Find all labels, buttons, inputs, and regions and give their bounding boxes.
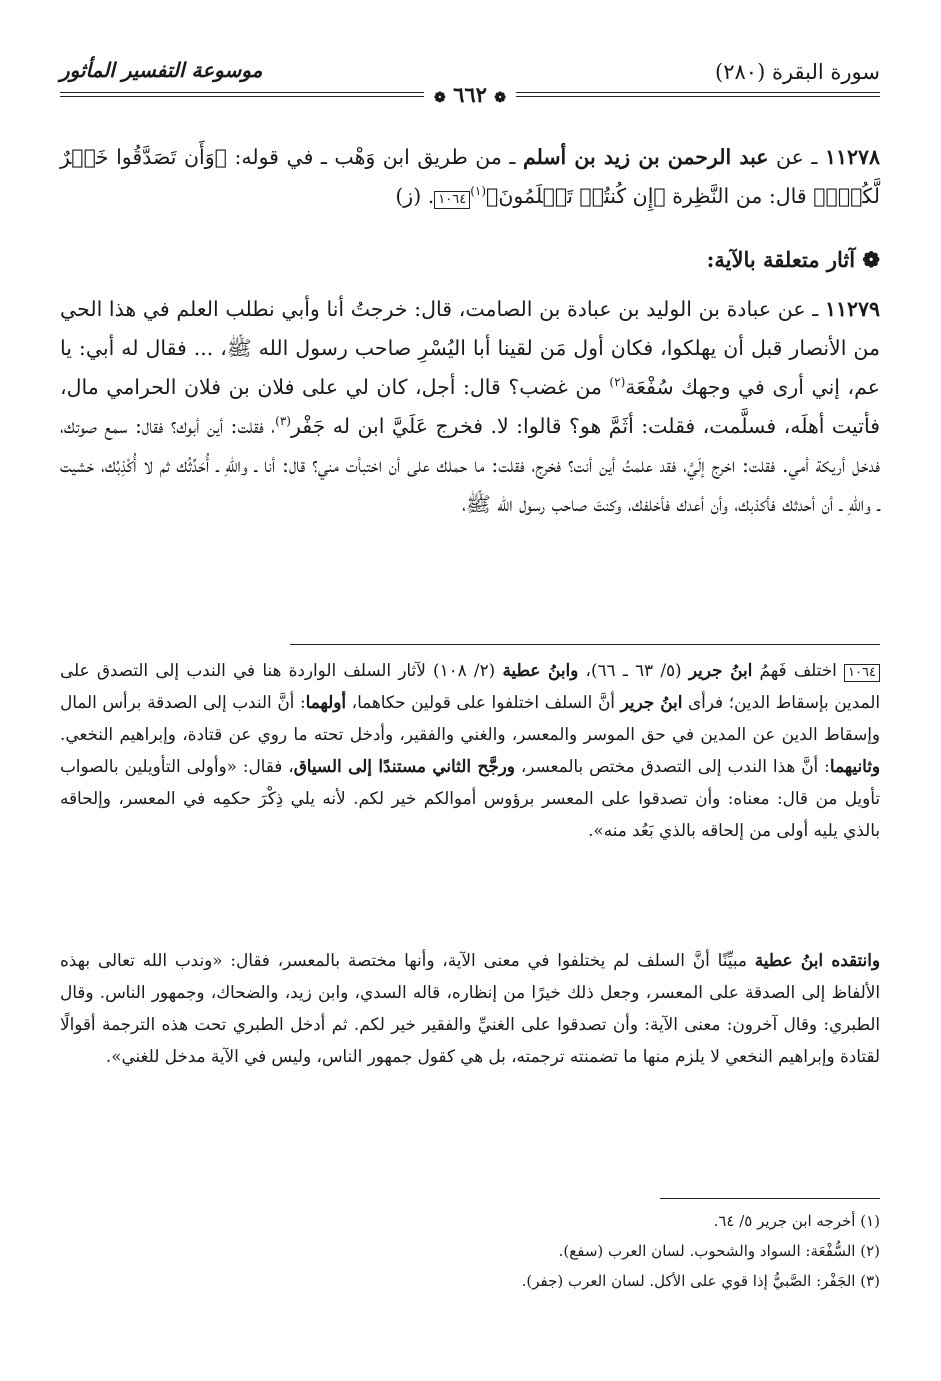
keyword: وانتقده ابنُ عطية bbox=[754, 950, 880, 970]
keyword: أولهما bbox=[305, 692, 347, 712]
athar-text: من غضب؟ قال: أجل، كان لي على فلان بن فلان الحرامي مال، فأتيت أهلَه، فسلَّمت، فقلت: أثَمَّ هو؟ قالوا: لا. فخرج عَلَيَّ ابن له جَفْر bbox=[60, 375, 880, 438]
ornament-icon: ❁ bbox=[494, 90, 506, 106]
commentary-text: أنَّ السلف اختلفوا على قولين حكاهما، bbox=[346, 692, 621, 712]
keyword: ورجَّح الثاني مستندًا إلى السياق bbox=[293, 756, 515, 776]
footnote-ref: (١) bbox=[470, 184, 487, 199]
commentary-critique bbox=[60, 944, 880, 1072]
running-header bbox=[60, 58, 880, 107]
scholar-name: ابنُ جرير bbox=[688, 660, 753, 680]
keyword: وثانيهما bbox=[829, 756, 880, 776]
commentary-text: اختلف فَهمُ bbox=[752, 660, 845, 680]
athar-number: ١١٢٧٨ bbox=[824, 145, 880, 169]
section-heading: ❁ آثار متعلقة بالآية: bbox=[706, 247, 880, 272]
commentary-text: مبيِّنًا أنَّ السلف لم يختلفوا في معنى الآية، وأنها مختصة بالمعسر، فقال: «وندب الله تعالى بهذه الألفاظ إلى الصدقة على المعسر، وجعل ذلك خيرًا من إنظاره، قاله السدي، وابن زيد، والضحاك، وجمهور الناس. وقال الطبري: وقال آخرون: معنى الآية: وأن تصدقوا على الغنيِّ والفقير خير لكم. ثم أدخل الطبري تحت هذه الترجمة أقوالًا لقتادة وإبراهيم النخعي لا يلزم منها ما تضمنته ترجمته، بل هي كقول جمهور الناس، وليس في الآية مدخل للغني». bbox=[60, 950, 880, 1066]
athar-11278 bbox=[60, 138, 880, 216]
book-title: موسوعة التفسير المأثور bbox=[60, 58, 263, 82]
page-number bbox=[424, 82, 516, 107]
commentary-1064 bbox=[60, 654, 880, 846]
commentary-ref-box: ١٠٦٤ bbox=[434, 191, 470, 209]
footnote-1: (١) أخرجه ابن جرير ٥/ ٦٤. bbox=[713, 1212, 880, 1230]
commentary-separator bbox=[290, 644, 880, 645]
footnote-ref: (٢) bbox=[609, 375, 626, 390]
commentary-text: : أنَّ الندب إلى الصدقة برأس المال وإسقاط الدين عن المدين في حق الموسر والمعسر، والغني والفقير، وأدخل تحته ما روي عن قتادة، وإبراهيم النخعي. bbox=[60, 692, 880, 744]
commentary-text: (٢/ ١٠٨) لآثار السلف الواردة هنا في الندب إلى التصدق على المدين بإسقاط الدين؛ فرأى bbox=[60, 660, 880, 712]
commentary-text: (٥/ ٦٣ ـ ٦٦)، bbox=[578, 660, 689, 680]
commentary-text: ، فقال: «وأولى التأويلين بالصواب تأويل من قال: معناه: وأن تصدقوا على المعسر برؤوس أموالكم خير لكم. لأنه يلي ذِكْرَ حكمِه في المعسر، وإلحاقه بالذي يليه أولى من إلحاقه بالذي بَعُد منه». bbox=[60, 756, 880, 840]
surah-title: سورة البقرة (٢٨٠) bbox=[715, 60, 880, 84]
athar-text: ـ عن bbox=[768, 145, 825, 169]
scholar-name: ابنُ جرير bbox=[620, 692, 683, 712]
footnote-3: (٣) الجَفْر: الصَّبيُّ إذا قوي على الأكل. لسان العرب (جفر). bbox=[521, 1272, 880, 1290]
commentary-text: : أنَّ هذا الندب إلى التصدق مختص بالمعسر، bbox=[514, 756, 830, 776]
ornament-icon: ❁ bbox=[434, 90, 446, 106]
narrator-name: عبد الرحمن بن زيد بن أسلم bbox=[522, 145, 769, 169]
athar-number: ١١٢٧٩ bbox=[824, 297, 880, 321]
scholar-name: وابنُ عطية bbox=[502, 660, 579, 680]
page-number-value: ٦٦٢ bbox=[453, 82, 487, 107]
athar-text: ـ عن عبادة بن الوليد بن عبادة بن الصامت، قال: خرجتُ أنا وأبي نطلب العلم في هذا الحي من الأنصار قبل أن يهلكوا، فكان أول مَن لقينا أبا اليُسْرِ صاحب رسول الله ﷺ، ... فقال له أبي: يا عم، إني أرى في وجهك سُفْعَة bbox=[60, 297, 880, 399]
footnote-2: (٢) السُّفْعَة: السواد والشحوب. لسان العرب (سفع). bbox=[558, 1242, 880, 1260]
athar-source: . (ز) bbox=[395, 184, 435, 208]
footnotes bbox=[60, 1206, 880, 1296]
athar-11279 bbox=[60, 290, 880, 524]
athar-text: ، فقلت: أين أبوك؟ فقال: سمع صوتك، فدخل أريكة أمي. فقلت: اخرج إلَيَّ، فقد علمتُ أين أنت؟ فخرج، فقلت: ما حملك على أن اختبأت مني؟ قال: أنا ـ واللهِ ـ أُحَدِّثُك ثم لا أُكْذِبُك، خشيت ـ واللهِ ـ أن أحدثك فأكذبك، وأن أعدك فأخلفك، وكنتَ صاحب رسول الله ﷺ، bbox=[60, 414, 880, 516]
footnote-ref: (٣) bbox=[275, 414, 291, 429]
footnotes-separator bbox=[660, 1198, 880, 1199]
athar-text: ـ من طريق ابن وَهْب ـ في قوله: ﴿وَأَن تَصَدَّقُوا خَيۡرٌ لَّكُمۡۖ﴾ قال: من النَّظِرة ﴿إِن كُنتُمۡ تَعۡلَمُونَ﴾ bbox=[60, 145, 880, 208]
commentary-number-box: ١٠٦٤ bbox=[844, 664, 880, 682]
